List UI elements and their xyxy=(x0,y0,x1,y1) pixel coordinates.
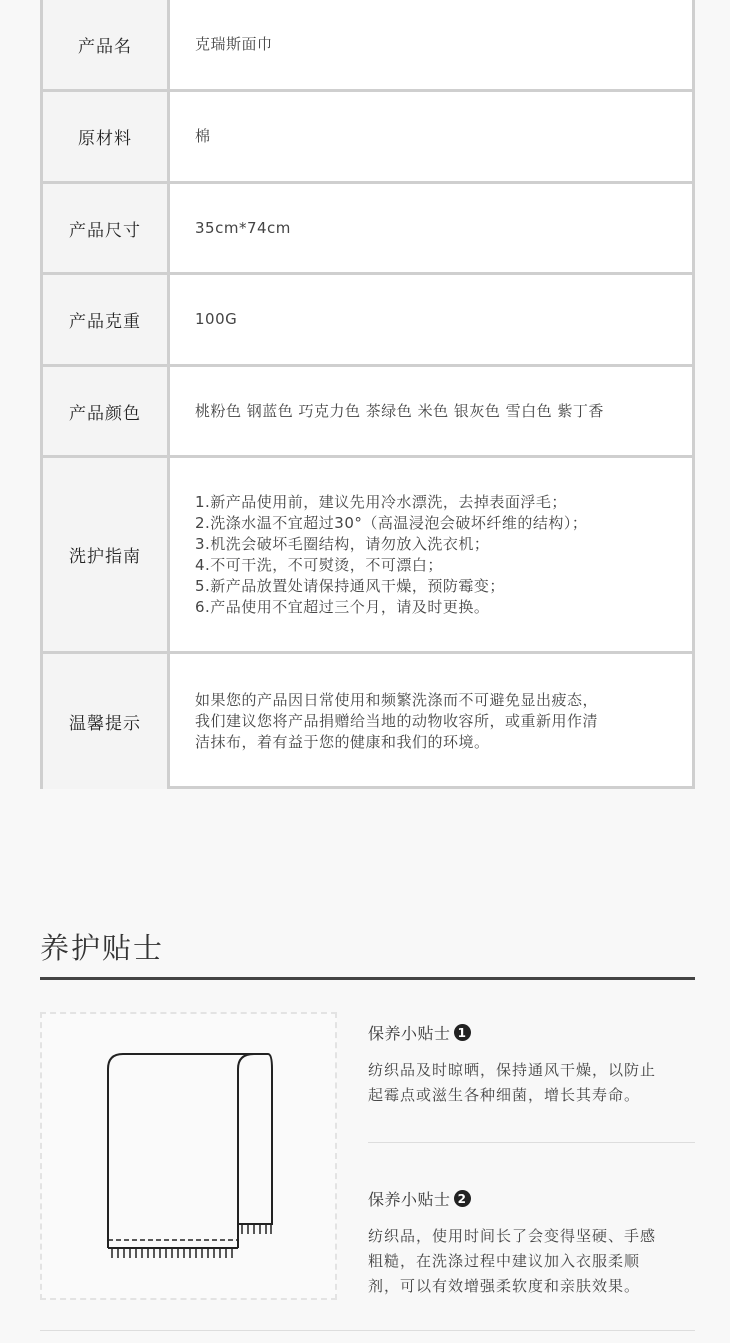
spec-value-line: 35cm*74cm xyxy=(195,218,291,237)
towel-icon xyxy=(42,1014,339,1302)
spec-label: 原材料 xyxy=(43,92,170,181)
towel-illustration xyxy=(40,1012,337,1300)
tip-text-line: 粗糙，在洗涤过程中建议加入衣服柔顺 xyxy=(368,1252,641,1270)
spec-value-line: 克瑞斯面巾 xyxy=(195,35,273,53)
spec-row-weight xyxy=(43,275,692,367)
spec-label: 产品名 xyxy=(43,0,170,89)
spec-label: 产品颜色 xyxy=(43,367,170,455)
care-tip-1 xyxy=(368,1021,695,1108)
spec-row-colors xyxy=(43,367,692,458)
spec-value-line: 2.洗涤水温不宜超过30°（高温浸泡会破坏纤维的结构）； xyxy=(195,513,588,532)
spec-value-line: 100G xyxy=(195,310,238,328)
spec-value-line: 6.产品使用不宜超过三个月，请及时更换。 xyxy=(195,597,490,616)
tip-text-line: 剂，可以有效增强柔软度和亲肤效果。 xyxy=(368,1277,641,1295)
tip-text xyxy=(368,1224,695,1299)
tip-number-badge: 1 xyxy=(454,1024,471,1041)
tip-title xyxy=(368,1021,695,1044)
tip-title xyxy=(368,1187,695,1210)
spec-label: 温馨提示 xyxy=(43,654,170,789)
spec-value xyxy=(195,458,664,651)
tip-text-line: 起霉点或滋生各种细菌，增长其寿命。 xyxy=(368,1086,641,1104)
spec-value xyxy=(195,367,664,455)
spec-row-warm-tip xyxy=(43,654,692,789)
spec-label: 洗护指南 xyxy=(43,458,170,651)
spec-label: 产品尺寸 xyxy=(43,184,170,272)
spec-value-line: 棉 xyxy=(195,127,211,145)
spec-row-size xyxy=(43,184,692,275)
tip-title-text: 保养小贴士 xyxy=(368,1190,451,1209)
spec-value xyxy=(195,0,664,89)
bottom-divider xyxy=(40,1330,695,1331)
spec-value-line: 1.新产品使用前，建议先用冷水漂洗，去掉表面浮毛； xyxy=(195,492,567,511)
tip-divider xyxy=(368,1142,695,1143)
spec-label: 产品克重 xyxy=(43,275,170,364)
section-divider xyxy=(40,977,695,980)
spec-value-line: 洁抹布，着有益于您的健康和我们的环境。 xyxy=(195,733,490,751)
spec-row-material xyxy=(43,92,692,184)
spec-value-line: 如果您的产品因日常使用和频繁洗涤而不可避免显出疲态， xyxy=(195,691,599,709)
spec-table xyxy=(40,0,695,789)
tip-text xyxy=(368,1058,695,1108)
spec-value xyxy=(195,92,664,181)
tip-number-badge: 2 xyxy=(454,1190,471,1207)
section-title: 养护贴士 xyxy=(40,931,165,965)
spec-value-line: 桃粉色 钢蓝色 巧克力色 茶绿色 米色 银灰色 雪白色 紫丁香 xyxy=(195,401,604,420)
spec-row-name xyxy=(43,0,692,92)
spec-value-line: 5.新产品放置处请保持通风干燥，预防霉变； xyxy=(195,576,505,595)
spec-value-line: 3.机洗会破坏毛圈结构，请勿放入洗衣机； xyxy=(195,534,490,553)
tip-text-line: 纺织品及时晾晒，保持通风干燥，以防止 xyxy=(368,1061,657,1079)
spec-value-line: 我们建议您将产品捐赠给当地的动物收容所，或重新用作清 xyxy=(195,712,599,730)
spec-value-line: 4.不可干洗，不可熨烫，不可漂白； xyxy=(195,555,443,574)
spec-value xyxy=(195,184,664,272)
tip-text-line: 纺织品，使用时间长了会变得坚硬、手感 xyxy=(368,1227,657,1245)
care-tip-2 xyxy=(368,1187,695,1299)
spec-value xyxy=(195,654,664,789)
spec-value xyxy=(195,275,664,364)
tip-title-text: 保养小贴士 xyxy=(368,1024,451,1043)
spec-row-care-guide xyxy=(43,458,692,654)
